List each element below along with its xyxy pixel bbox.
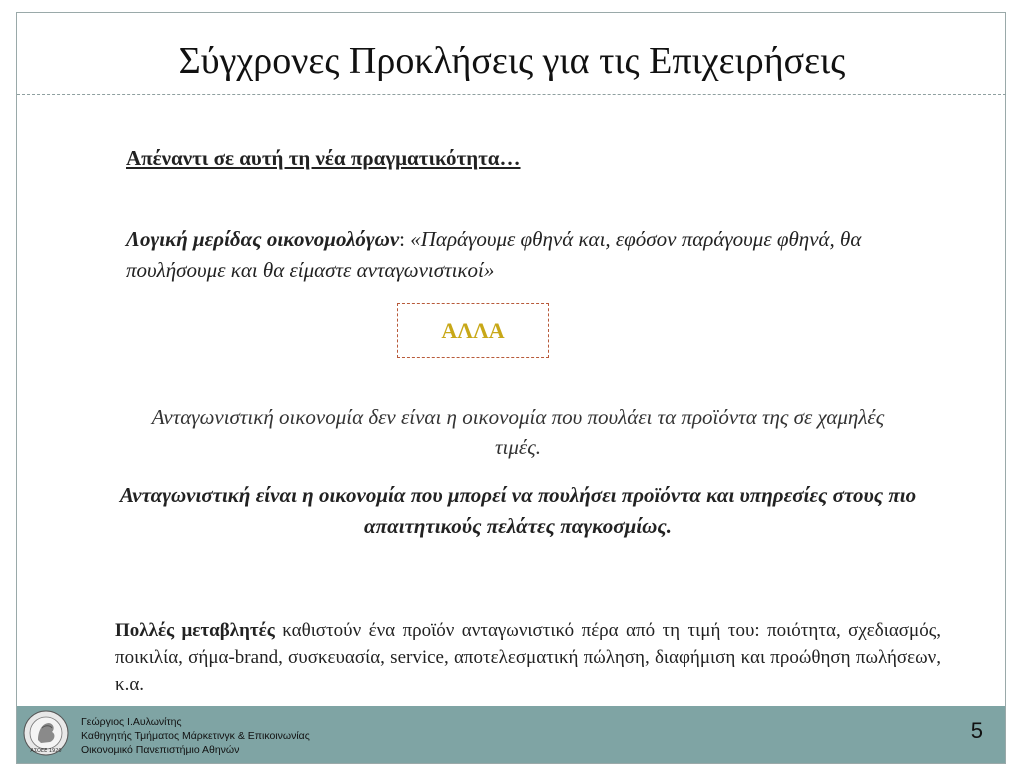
footer-bar — [17, 706, 1005, 763]
title-divider — [17, 94, 1006, 95]
statement-low-prices: Ανταγωνιστική οικονομία δεν είναι η οικονομία που πουλάει τα προϊόντα της σε χαμηλές τιμές. — [151, 405, 885, 459]
footer-author: Γεώργιος Ι.Αυλωνίτης — [81, 716, 182, 728]
variables-text: καθιστούν ένα προϊόν ανταγωνιστικό πέρα από τη τιμή του: ποιότητα, σχεδιασμός, ποικιλία, σήμα-brand, συσκευασία, service, αποτελεσματική πώληση, διαφήμιση και προώθηση πωλήσεων, κ.α. — [115, 620, 941, 695]
economists-logic — [126, 224, 946, 286]
footer-position: Καθηγητής Τμήματος Μάρκετινγκ & Επικοινωνίας — [81, 730, 310, 742]
footer-credits — [81, 715, 310, 757]
university-seal-icon — [23, 710, 69, 756]
variables-paragraph — [115, 617, 941, 698]
statement-competitive-economy: Ανταγωνιστική είναι η οικονομία που μπορεί να πουλήσει προϊόντα και υπηρεσίες στους πιο απαιτητικούς πελάτες παγκοσμίως. — [119, 483, 917, 538]
logic-quote: «Παράγουμε φθηνά και, εφόσον παράγουμε φθηνά, θα πουλήσουμε και θα είμαστε ανταγωνιστικοί» — [126, 227, 862, 282]
but-box — [397, 303, 549, 358]
page-number: 5 — [970, 718, 983, 743]
footer-university: Οικονομικό Πανεπιστήμιο Αθηνών — [81, 744, 240, 756]
logic-label: Λογική μερίδας οικονομολόγων — [126, 227, 400, 251]
slide-title: Σύγχρονες Προκλήσεις για τις Επιχειρήσεις — [178, 40, 846, 82]
variables-label: Πολλές μεταβλητές — [115, 620, 275, 641]
seal-text: ΑΣΟΕΕ 1920 — [30, 748, 62, 754]
intro-heading: Απέναντι σε αυτή τη νέα πραγματικότητα… — [126, 146, 521, 170]
logic-separator: : — [399, 227, 411, 251]
but-label: ΑΛΛΑ — [441, 317, 505, 343]
